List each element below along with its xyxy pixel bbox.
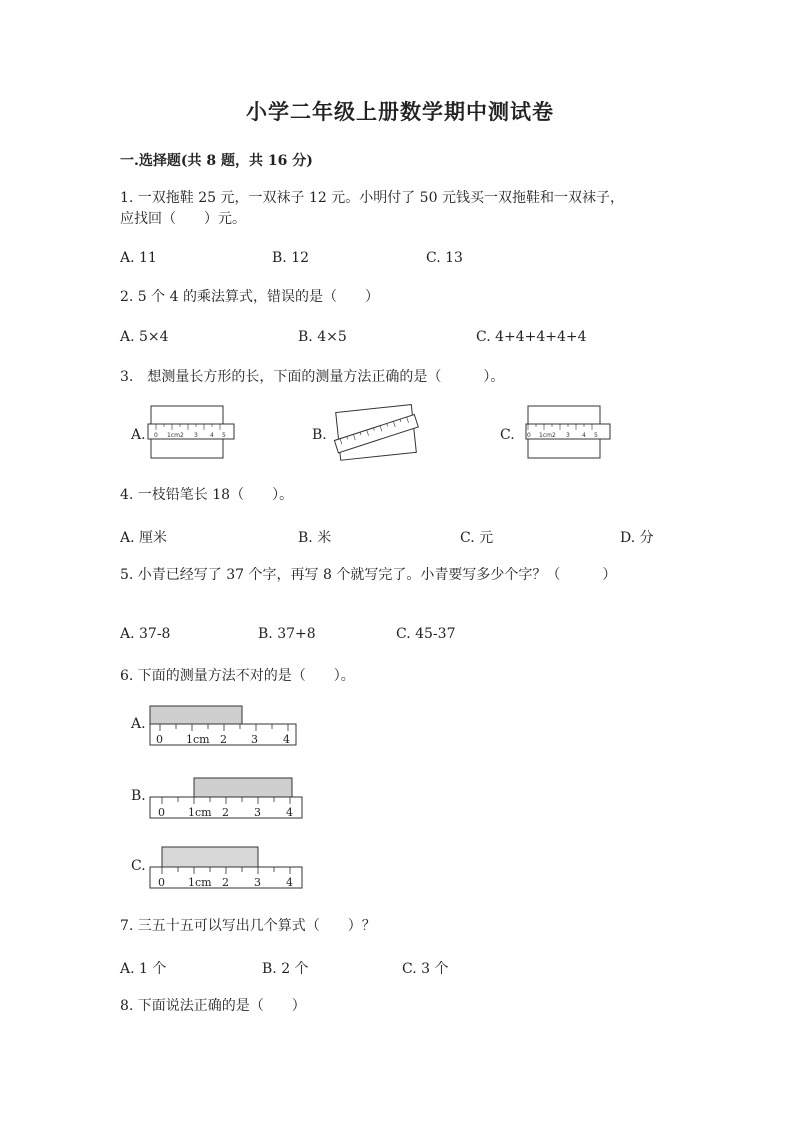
q6-figure-a <box>150 705 300 747</box>
question-8: 8. 下面说法正确的是（ ） <box>120 998 306 1014</box>
q7-option-b[interactable]: B. 2 个 <box>262 961 309 977</box>
q3a-tick-0: 0 <box>154 432 158 439</box>
q4-option-b[interactable]: B. 米 <box>298 530 332 546</box>
q3c-tick-3: 3 <box>566 432 570 439</box>
q6a-tick-0: 0 <box>156 733 163 746</box>
q6c-tick-2: 2 <box>222 876 229 889</box>
q6b-tick-0: 0 <box>158 806 165 819</box>
q6a-tick-3: 3 <box>251 733 258 746</box>
q7-option-c[interactable]: C. 3 个 <box>402 961 449 977</box>
q3c-tick-4: 4 <box>582 432 586 439</box>
question-1 <box>120 188 624 230</box>
question-1-line2: 应找回（ ）元。 <box>120 211 246 227</box>
q6a-tick-2: 2 <box>220 733 227 746</box>
q3-figure-b <box>334 404 426 460</box>
q2-option-b[interactable]: B. 4×5 <box>298 329 347 345</box>
q1-option-b[interactable]: B. 12 <box>272 250 310 266</box>
q3a-tick-4: 4 <box>210 432 214 439</box>
q6b-bar <box>194 778 292 797</box>
q6-figure-b <box>150 777 306 819</box>
q3c-tick-1: 1cm2 <box>539 432 556 439</box>
question-6: 6. 下面的测量方法不对的是（ ）。 <box>120 668 355 684</box>
q6b-tick-1: 1cm <box>188 806 212 819</box>
question-3: 3. 想测量长方形的长，下面的测量方法正确的是（ ）。 <box>120 369 505 385</box>
q3c-tick-5: 5 <box>594 432 598 439</box>
q3a-tick-3: 3 <box>194 432 198 439</box>
page-title: 小学二年级上册数学期中测试卷 <box>246 99 554 124</box>
q6b-tick-4: 4 <box>286 806 293 819</box>
q5-option-a[interactable]: A. 37-8 <box>120 626 171 642</box>
q6-option-b[interactable]: B. <box>131 788 146 804</box>
section-heading: 一.选择题(共 8 题，共 16 分) <box>120 153 313 169</box>
q6b-tick-2: 2 <box>222 806 229 819</box>
q6c-tick-4: 4 <box>286 876 293 889</box>
q4-option-a[interactable]: A. 厘米 <box>120 530 168 546</box>
q6a-tick-1: 1cm <box>186 733 210 746</box>
q3-figure-a <box>148 404 240 460</box>
q6c-tick-1: 1cm <box>188 876 212 889</box>
q5-option-c[interactable]: C. 45-37 <box>396 626 456 642</box>
q3a-tick-1: 1cm2 <box>167 432 184 439</box>
q6c-tick-3: 3 <box>254 876 261 889</box>
question-4: 4. 一枝铅笔长 18（ ）。 <box>120 487 294 503</box>
q6a-tick-4: 4 <box>283 733 290 746</box>
q6-option-a[interactable]: A. <box>131 716 146 732</box>
q6c-bar <box>162 847 258 867</box>
q1-option-c[interactable]: C. 13 <box>426 250 463 266</box>
q2-option-c[interactable]: C. 4+4+4+4+4 <box>476 329 587 345</box>
q3-option-b[interactable]: B. <box>312 427 327 443</box>
q6c-tick-0: 0 <box>158 876 165 889</box>
q3c-tick-0: 0 <box>527 432 531 439</box>
q7-option-a[interactable]: A. 1 个 <box>120 961 167 977</box>
q5-option-b[interactable]: B. 37+8 <box>258 626 316 642</box>
q2-option-a[interactable]: A. 5×4 <box>120 329 169 345</box>
q3a-tick-5: 5 <box>222 432 226 439</box>
q3-figure-c <box>526 404 618 460</box>
question-7: 7. 三五十五可以写出几个算式（ ）？ <box>120 918 376 934</box>
q6b-tick-3: 3 <box>254 806 261 819</box>
q6-figure-c <box>150 846 306 890</box>
q4-option-d[interactable]: D. 分 <box>620 530 654 546</box>
q6a-bar <box>150 706 242 724</box>
q3-option-c[interactable]: C. <box>500 427 515 443</box>
q4-option-c[interactable]: C. 元 <box>460 530 494 546</box>
q1-option-a[interactable]: A. 11 <box>120 250 157 266</box>
q6-option-c[interactable]: C. <box>131 858 146 874</box>
question-1-line1: 1. 一双拖鞋 25 元，一双袜子 12 元。小明付了 50 元钱买一双拖鞋和一双袜子， <box>120 190 624 206</box>
question-5: 5. 小青已经写了 37 个字，再写 8 个就写完了。小青要写多少个字？（ ） <box>120 567 617 583</box>
question-2: 2. 5 个 4 的乘法算式，错误的是（ ） <box>120 289 379 305</box>
q3-option-a[interactable]: A. <box>131 427 146 443</box>
